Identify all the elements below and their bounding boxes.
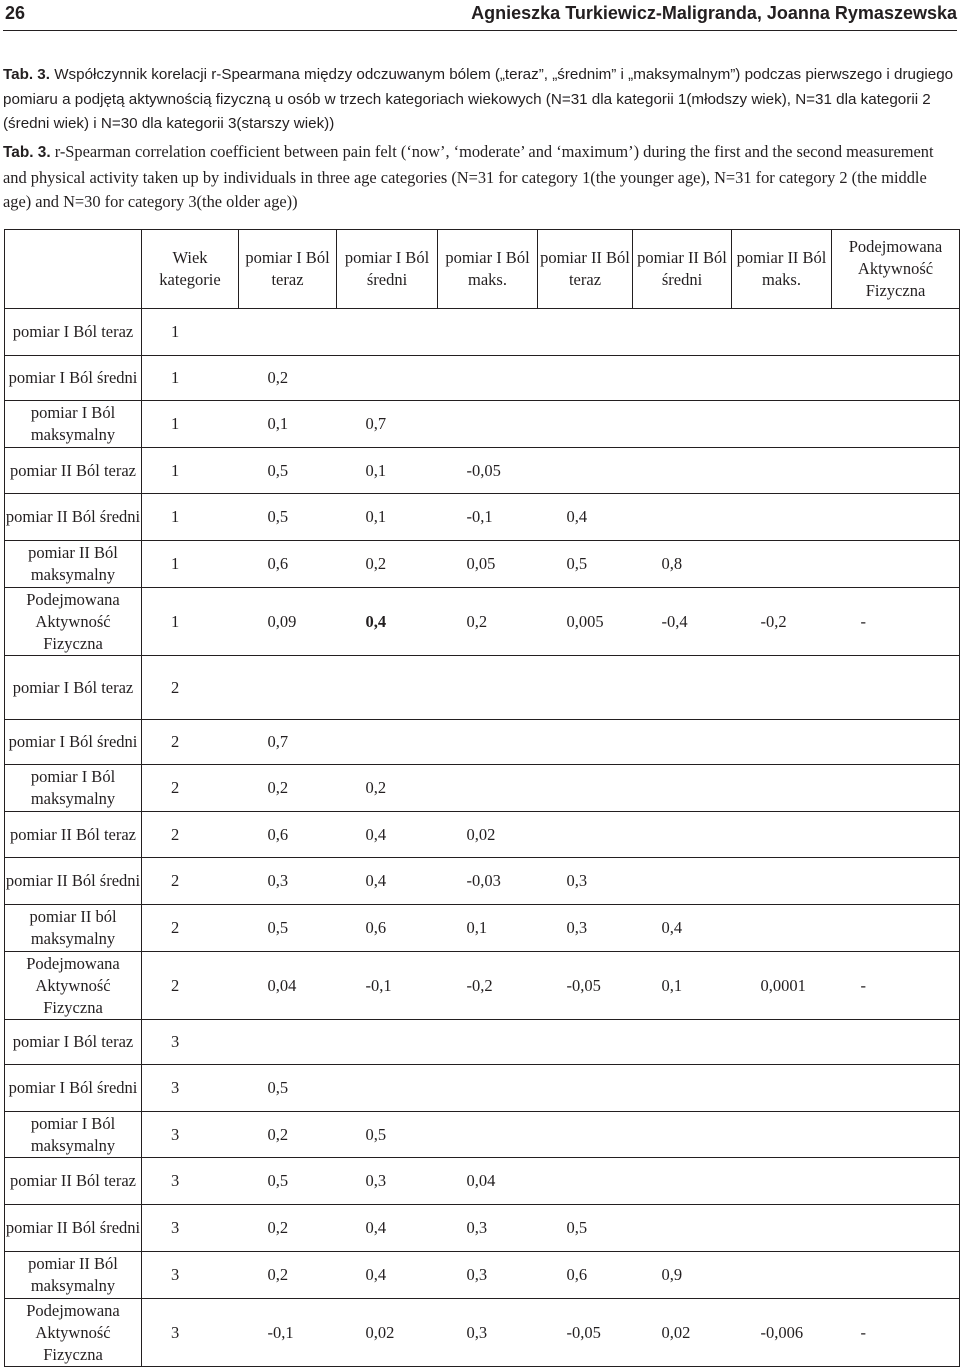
table-row	[5, 905, 960, 952]
table-caption-english	[3, 140, 958, 215]
table-cell: 0,3	[538, 905, 633, 952]
row-label: pomiar II Ból średni	[5, 1205, 142, 1252]
row-label: pomiar I Ból teraz	[5, 656, 142, 720]
table-cell: 0,005	[538, 588, 633, 656]
table-cell: 0,04	[438, 1158, 538, 1205]
table-cell	[732, 656, 832, 720]
row-label: pomiar II Ból średni	[5, 494, 142, 541]
table-cell	[732, 401, 832, 448]
table-cell: 0,3	[337, 1158, 438, 1205]
table-cell: 2	[142, 765, 239, 812]
table-cell: -0,2	[732, 588, 832, 656]
table-cell: 0,5	[239, 448, 337, 494]
table-cell: 0,7	[239, 720, 337, 765]
table-cell	[438, 720, 538, 765]
table-row	[5, 1158, 960, 1205]
table-cell: -0,05	[538, 952, 633, 1020]
table-cell: 0,4	[337, 1205, 438, 1252]
table-cell	[832, 720, 960, 765]
table-cell: 1	[142, 588, 239, 656]
table-cell: 1	[142, 494, 239, 541]
table-row	[5, 1299, 960, 1367]
table-cell	[438, 356, 538, 401]
column-header: pomiar I Ból teraz	[239, 230, 337, 309]
table-cell: 0,4	[337, 588, 438, 656]
table-cell	[337, 309, 438, 356]
table-cell: 0,2	[239, 1252, 337, 1299]
table-cell: 0,3	[239, 858, 337, 905]
table-cell: 0,02	[633, 1299, 732, 1367]
table-cell: 1	[142, 401, 239, 448]
table-cell: 1	[142, 309, 239, 356]
table-cell: 0,4	[538, 494, 633, 541]
table-cell	[732, 541, 832, 588]
table-cell: -	[832, 1299, 960, 1367]
table-cell	[732, 309, 832, 356]
table-label: Tab. 3.	[3, 66, 50, 83]
table-row	[5, 1205, 960, 1252]
table-cell: 0,3	[538, 858, 633, 905]
table-cell: 0,2	[239, 1205, 337, 1252]
table-cell: -0,03	[438, 858, 538, 905]
table-cell: 1	[142, 541, 239, 588]
table-cell	[438, 1065, 538, 1112]
table-cell	[832, 1112, 960, 1158]
table-cell	[538, 448, 633, 494]
table-cell	[337, 720, 438, 765]
table-cell	[633, 401, 732, 448]
table-cell: 0,2	[239, 1112, 337, 1158]
table-cell: 1	[142, 356, 239, 401]
table-cell	[633, 1065, 732, 1112]
table-cell: 0,5	[239, 905, 337, 952]
table-cell	[732, 494, 832, 541]
table-row	[5, 401, 960, 448]
table-cell	[438, 1112, 538, 1158]
table-cell: 3	[142, 1205, 239, 1252]
table-cell	[337, 1020, 438, 1065]
table-cell: 0,1	[438, 905, 538, 952]
table-cell	[732, 1252, 832, 1299]
table-cell	[832, 448, 960, 494]
table-cell: 3	[142, 1112, 239, 1158]
table-cell: 0,4	[633, 905, 732, 952]
table-cell	[732, 448, 832, 494]
table-cell	[538, 720, 633, 765]
row-label: pomiar II Ból teraz	[5, 812, 142, 858]
table-cell: 0,1	[337, 494, 438, 541]
table-cell: 0,6	[239, 812, 337, 858]
table-row	[5, 656, 960, 720]
table-cell: 0,5	[239, 1158, 337, 1205]
table-cell	[337, 1065, 438, 1112]
table-corner-cell	[5, 230, 142, 309]
table-cell: -0,1	[337, 952, 438, 1020]
table-cell: 1	[142, 448, 239, 494]
table-cell: 0,6	[239, 541, 337, 588]
table-cell	[832, 858, 960, 905]
row-label: Podejmowana Aktywność Fizyczna	[5, 588, 142, 656]
table-cell	[538, 1020, 633, 1065]
table-cell: -0,2	[438, 952, 538, 1020]
table-cell	[538, 812, 633, 858]
table-cell: 0,5	[239, 1065, 337, 1112]
table-cell: -	[832, 952, 960, 1020]
table-cell: -0,1	[438, 494, 538, 541]
running-header	[3, 0, 957, 31]
table-cell	[832, 1252, 960, 1299]
table-cell: 0,4	[337, 858, 438, 905]
table-cell	[239, 1020, 337, 1065]
column-header: pomiar I Ból średni	[337, 230, 438, 309]
table-label: Tab. 3.	[3, 144, 51, 161]
table-row	[5, 1020, 960, 1065]
table-cell: 3	[142, 1299, 239, 1367]
table-cell: 0,05	[438, 541, 538, 588]
table-cell	[633, 858, 732, 905]
row-label: pomiar II ból maksymalny	[5, 905, 142, 952]
table-cell: -	[832, 588, 960, 656]
table-cell: 2	[142, 858, 239, 905]
table-cell	[832, 494, 960, 541]
table-cell	[832, 1158, 960, 1205]
column-header: Podejmowana Aktywność Fizyczna	[832, 230, 960, 309]
table-cell	[832, 356, 960, 401]
table-cell	[732, 720, 832, 765]
table-cell: 0,0001	[732, 952, 832, 1020]
table-cell	[633, 494, 732, 541]
table-cell	[438, 1020, 538, 1065]
table-cell	[538, 1158, 633, 1205]
table-cell	[538, 401, 633, 448]
table-cell	[337, 656, 438, 720]
table-cell	[732, 1112, 832, 1158]
table-cell	[633, 448, 732, 494]
table-cell: 0,09	[239, 588, 337, 656]
table-row	[5, 588, 960, 656]
table-cell	[633, 656, 732, 720]
table-cell: 3	[142, 1065, 239, 1112]
table-cell: 0,5	[337, 1112, 438, 1158]
table-row	[5, 1252, 960, 1299]
row-label: pomiar I Ból teraz	[5, 1020, 142, 1065]
table-cell	[538, 656, 633, 720]
table-cell: -0,4	[633, 588, 732, 656]
column-header: pomiar II Ból teraz	[538, 230, 633, 309]
table-cell	[732, 1205, 832, 1252]
table-cell	[438, 765, 538, 812]
table-cell: 0,04	[239, 952, 337, 1020]
table-cell: 2	[142, 656, 239, 720]
table-cell: 3	[142, 1252, 239, 1299]
table-cell: 0,1	[239, 401, 337, 448]
table-cell	[732, 1020, 832, 1065]
table-cell	[732, 858, 832, 905]
table-cell: 0,1	[633, 952, 732, 1020]
table-cell	[732, 812, 832, 858]
table-cell	[832, 541, 960, 588]
table-cell	[337, 356, 438, 401]
row-label: pomiar II Ból maksymalny	[5, 541, 142, 588]
table-cell: 0,7	[337, 401, 438, 448]
table-cell	[633, 765, 732, 812]
table-row	[5, 541, 960, 588]
table-cell	[732, 1065, 832, 1112]
row-label: pomiar I Ból średni	[5, 356, 142, 401]
table-cell	[438, 309, 538, 356]
table-row	[5, 356, 960, 401]
table-cell	[633, 1112, 732, 1158]
table-caption-polish	[3, 63, 958, 137]
table-row	[5, 765, 960, 812]
table-cell	[633, 1205, 732, 1252]
table-cell: 0,4	[337, 1252, 438, 1299]
table-cell: -0,05	[538, 1299, 633, 1367]
correlation-table	[4, 229, 960, 1367]
table-cell: -0,006	[732, 1299, 832, 1367]
column-header: pomiar II Ból maks.	[732, 230, 832, 309]
row-label: pomiar I Ból maksymalny	[5, 401, 142, 448]
table-row	[5, 448, 960, 494]
table-cell	[832, 1205, 960, 1252]
table-cell: -0,1	[239, 1299, 337, 1367]
table-cell: 0,5	[538, 541, 633, 588]
table-cell: 0,8	[633, 541, 732, 588]
table-cell: 3	[142, 1020, 239, 1065]
table-cell: 0,02	[337, 1299, 438, 1367]
table-cell: 3	[142, 1158, 239, 1205]
running-header-authors: Agnieszka Turkiewicz-Maligranda, Joanna Rymaszewska	[471, 3, 957, 23]
table-cell: 0,5	[538, 1205, 633, 1252]
row-label: pomiar II Ból teraz	[5, 1158, 142, 1205]
table-caption-text: Współczynnik korelacji r-Spearmana między odczuwanym bólem („teraz”, „średnim” i „maksymalnym”) podczas pierwszego i drugiego pomiaru a podjętą aktywnością fizyczną u osób w trzech kategoriach wiekowych (N=31 dla kategorii 1(młodszy wiek), N=31 dla kategorii 2 (średni wiek) i N=30 dla kategorii 3(starszy wiek))	[3, 66, 954, 132]
table-cell: -0,05	[438, 448, 538, 494]
table-cell	[832, 401, 960, 448]
table-cell: 0,3	[438, 1252, 538, 1299]
table-cell	[732, 356, 832, 401]
table-cell	[832, 656, 960, 720]
table-cell: 0,6	[337, 905, 438, 952]
table-cell	[832, 1065, 960, 1112]
table-cell: 0,5	[239, 494, 337, 541]
table-cell: 0,3	[438, 1299, 538, 1367]
table-cell	[239, 309, 337, 356]
table-cell: 2	[142, 905, 239, 952]
table-cell	[732, 905, 832, 952]
table-row	[5, 952, 960, 1020]
table-cell	[633, 720, 732, 765]
row-label: pomiar II Ból maksymalny	[5, 1252, 142, 1299]
table-cell	[538, 1112, 633, 1158]
table-cell: 0,6	[538, 1252, 633, 1299]
column-header: pomiar II Ból średni	[633, 230, 732, 309]
table-cell	[633, 1158, 732, 1205]
row-label: pomiar I Ból średni	[5, 720, 142, 765]
table-cell: 2	[142, 812, 239, 858]
table-cell	[538, 309, 633, 356]
table-cell	[832, 1020, 960, 1065]
table-caption-text: r-Spearman correlation coefficient between pain felt (‘now’, ‘moderate’ and ‘maximum’) during the first and the second measurement and physical activity taken up by individuals in three age categories (N=31 for category 1(the younger age), N=31 for category 2 (the middle age) and N=30 for category 3(the older age))	[3, 142, 934, 211]
table-cell	[538, 765, 633, 812]
table-header-row	[5, 230, 960, 309]
table-cell: 0,2	[239, 356, 337, 401]
table-cell	[832, 812, 960, 858]
table-cell: 0,4	[337, 812, 438, 858]
table-cell: 0,2	[239, 765, 337, 812]
table-cell	[633, 812, 732, 858]
table-cell: 0,2	[438, 588, 538, 656]
table-row	[5, 309, 960, 356]
table-cell	[732, 765, 832, 812]
row-label: Podejmowana Aktywność Fizyczna	[5, 1299, 142, 1367]
table-cell	[732, 1158, 832, 1205]
table-cell: 0,9	[633, 1252, 732, 1299]
table-cell	[832, 309, 960, 356]
table-cell: 2	[142, 720, 239, 765]
table-cell	[633, 309, 732, 356]
table-cell	[538, 1065, 633, 1112]
row-label: Podejmowana Aktywność Fizyczna	[5, 952, 142, 1020]
column-header: Wiek kategorie	[142, 230, 239, 309]
table-cell	[438, 401, 538, 448]
row-label: pomiar I Ból maksymalny	[5, 1112, 142, 1158]
table-row	[5, 1065, 960, 1112]
table-cell	[633, 356, 732, 401]
table-cell: 2	[142, 952, 239, 1020]
table-row	[5, 494, 960, 541]
table-row	[5, 1112, 960, 1158]
page-number: 26	[5, 3, 26, 23]
table-row	[5, 720, 960, 765]
row-label: pomiar II Ból średni	[5, 858, 142, 905]
table-cell	[438, 656, 538, 720]
row-label: pomiar II Ból teraz	[5, 448, 142, 494]
row-label: pomiar I Ból maksymalny	[5, 765, 142, 812]
row-label: pomiar I Ból teraz	[5, 309, 142, 356]
table-cell	[239, 656, 337, 720]
table-cell: 0,2	[337, 541, 438, 588]
table-cell: 0,3	[438, 1205, 538, 1252]
table-cell: 0,02	[438, 812, 538, 858]
table-cell	[832, 765, 960, 812]
table-cell	[832, 905, 960, 952]
row-label: pomiar I Ból średni	[5, 1065, 142, 1112]
table-cell	[633, 1020, 732, 1065]
column-header: pomiar I Ból maks.	[438, 230, 538, 309]
table-cell: 0,2	[337, 765, 438, 812]
table-row	[5, 812, 960, 858]
table-row	[5, 858, 960, 905]
table-cell: 0,1	[337, 448, 438, 494]
table-cell	[538, 356, 633, 401]
